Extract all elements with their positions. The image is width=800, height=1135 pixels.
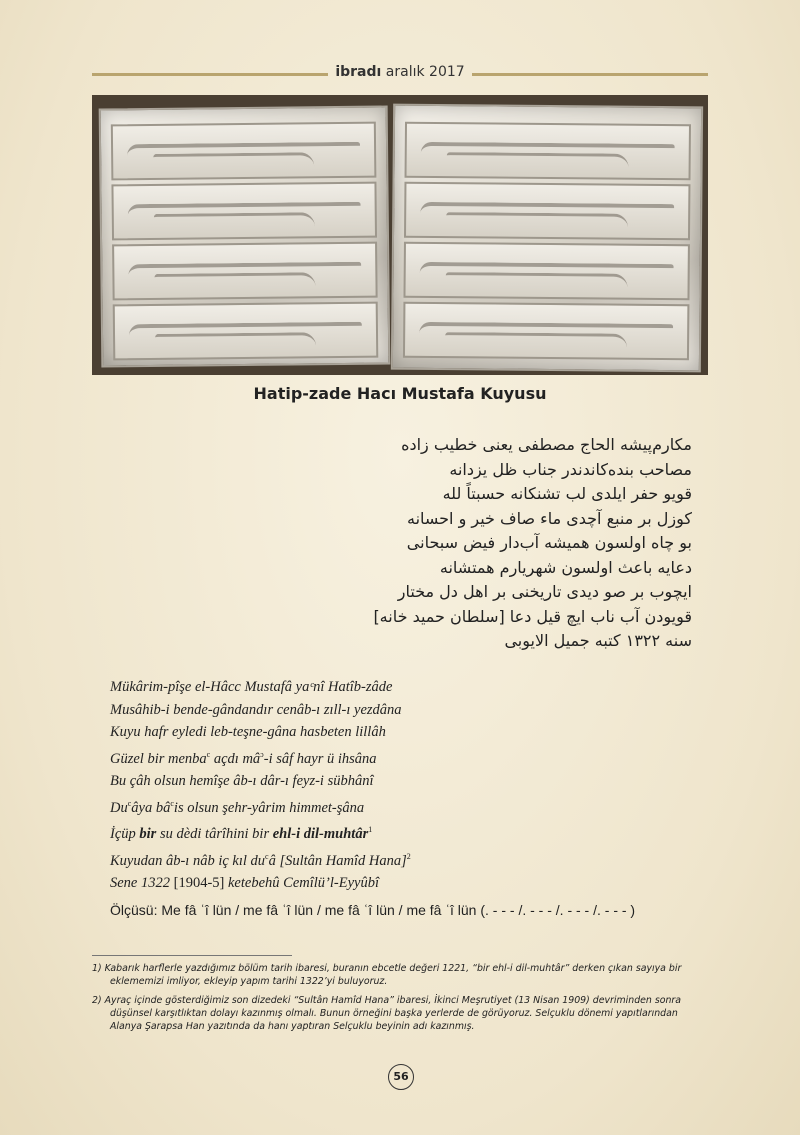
inscription-slab-right (391, 104, 703, 373)
ottoman-line: دعايه باعث اولسون شهريارم همتشانه (439, 557, 692, 577)
inscription-slab-left (99, 105, 391, 367)
ottoman-line: كوزل بر منبع آچدى ماء صاف خير و احسانه (406, 508, 692, 528)
ottoman-line: مصاحب بنده‌كاندندر جناب ظل يزدانه (449, 459, 692, 479)
footnote-2: 2) Ayraç içinde gösterdiğimiz son dizedeki “Sultân Hamîd Hana” ibaresi, İkinci Meşrutiyet (13 Nisan 1909) devriminden sonra düşünsel karşıtlıktan dolayı kazınmış olmalı. Bunun örneğini başka yerlerde de görüyoruz. Selçuklu dönemi yapıtlarından Alanya Şarapsa Han yazıtında da hanı yaptıran Selçuklu beyinin adı kazınmış. (92, 995, 681, 1032)
ottoman-inscription-text (292, 433, 692, 654)
running-header (92, 62, 708, 86)
header-title (92, 64, 708, 80)
page-number: 56 (388, 1064, 414, 1090)
translit-line: Güzel bir menba$^c$ açdı $mâ^ɔ-i$ sâf hayr ü ihsâna (110, 749, 377, 767)
ottoman-line: بو چاه اولسون همیشه آب‌دار فيض سبحانى (406, 533, 692, 552)
footnotes (92, 962, 692, 1039)
ottoman-line: ايچوب بر صو ديدى تاريخنى بر اهل دل مختار (397, 582, 692, 601)
ottoman-line: سنه ۱۳۲۲ كتبه جميل الايوبى (504, 631, 692, 650)
translit-line: Kuyudan âb-ı nâb iç kıl $du^câ$ [Sultân Hamîd Hana]$^2$ (110, 851, 411, 869)
meter-line: Ölçüsü: Me fâ ʿî lün / me fâ ʿî lün / me fâ ʿî lün / me fâ ʿî lün (. - - - /. - - - /. - - - /. - - - ) (110, 902, 636, 918)
ottoman-line: مكارم‌پيشه الحاج مصطفى يعنى خطيب زاده (401, 435, 692, 454)
translit-line: İçüp bir su dèdi târîhini bir ehl-i dil-muhtâr$^1$ (110, 825, 373, 843)
translit-line: Musâhib-i bende-gândandır cenâb-ı zıll-ı yezdâna (110, 701, 402, 718)
photo-caption: Hatip-zade Hacı Mustafa Kuyusu (253, 384, 547, 403)
translit-line: Du$^c$âya $bâ^cis$ olsun şehr-yârim himmet-şâna (110, 798, 365, 816)
translit-line: Sene 1322 [1904-5] ketebehû Cemîlü’l-Eyyûbî (110, 875, 379, 892)
translit-line: Kuyu hafr eyledi leb-teşne-gâna hasbeten lillâh (110, 724, 386, 741)
translit-line: Bu çâh olsun hemîşe âb-ı dâr-ı feyz-i sübhânî (110, 773, 374, 790)
inscription-photo (92, 95, 708, 375)
footnote-1: 1) Kabarık harflerle yazdığımız bölüm tarih ibaresi, buranın ebcetle değeri 1221, “bir ehl-i dil-muhtâr” derken çıkan sayıya bir eklememizi imliyor, ekleyip yapım tarihi 1322’yi buluyoruz. (92, 963, 682, 987)
ottoman-line: قويودن آب ناب ايچ قيل دعا [سلطان حميد خانه] (373, 606, 692, 626)
header-rule-right (472, 73, 708, 76)
header-brand: ibradı (335, 64, 382, 80)
translit-line: Mükârim-pîşe el-Hâcc Mustafâ yaᶜnî Hatîb-zâde (110, 679, 393, 695)
transliteration-text (110, 676, 670, 895)
footnote-divider (92, 955, 292, 956)
ottoman-line: قويو حفر ايلدى لب تشنكانه حسبتاً لله (442, 484, 692, 503)
header-issue: aralık 2017 (385, 64, 465, 80)
